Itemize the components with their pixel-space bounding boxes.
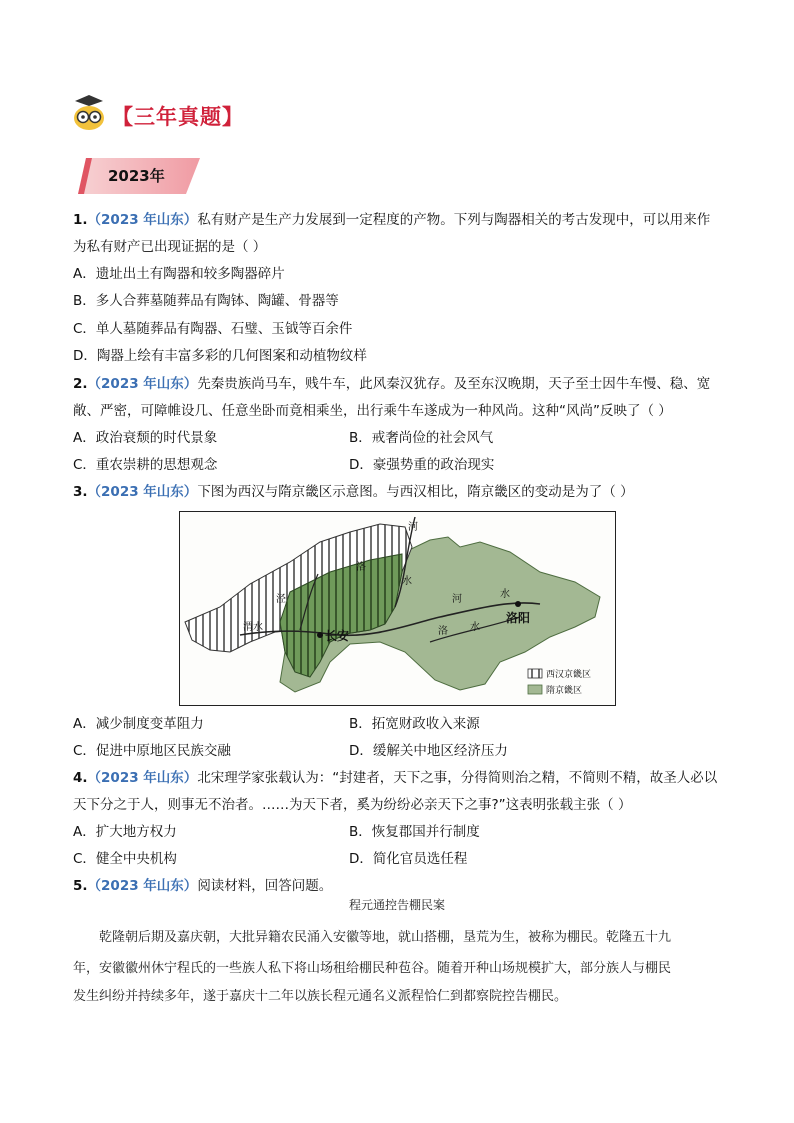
- q2-stem: 2.（2023 年山东）先秦贵族尚马车，贱牛车，此风秦汉犹存。及至东汉晚期，天子至士因牛车慢、稳、宽: [73, 376, 711, 392]
- q4-stem-cont: 天下分之于人，则事无不治者。……为天下者，奚为纷纷必亲天下之事?”这表明张载主张（ ）: [73, 797, 632, 813]
- q3-option-d: D．缓解关中地区经济压力: [349, 743, 508, 759]
- city-label-changan: 长安: [325, 629, 350, 643]
- q2-option-d: D．豪强势重的政治现实: [349, 457, 495, 473]
- page-title: 【三年真题】: [112, 105, 244, 129]
- river-label-shui-south: 水: [470, 622, 480, 633]
- river-label-shui: 水: [402, 576, 412, 587]
- river-label-luo-south: 洛: [438, 626, 448, 637]
- capital-region-map: [179, 511, 616, 706]
- q4-option-a: A．扩大地方权力: [73, 824, 177, 840]
- q2-option-b: B．戒奢尚俭的社会风气: [349, 430, 494, 446]
- q1-option-d: D．陶器上绘有丰富多彩的几何图案和动植物纹样: [73, 348, 367, 364]
- passage-line-2: 年，安徽徽州休宁程氏的一些族人私下将山场租给棚民种苞谷。随着开种山场规模扩大，部分族人与棚民: [73, 961, 672, 976]
- river-label-he-east: 河: [452, 594, 462, 605]
- q2-stem-cont: 敞、严密，可障帷设几、任意坐卧而竟相乘坐，出行乘牛车遂成为一种风尚。这种“风尚”反映了（ ）: [73, 403, 672, 419]
- owl-icon: [70, 94, 108, 132]
- q2-option-a: A．政治衰颓的时代景象: [73, 430, 218, 446]
- q3-option-a: A．减少制度变革阻力: [73, 716, 204, 732]
- q1-option-a: A．遗址出土有陶器和较多陶器碎片: [73, 266, 285, 282]
- legend-han: 西汉京畿区: [546, 670, 592, 680]
- q3-option-c: C．促进中原地区民族交融: [73, 743, 231, 759]
- river-label-jing: 泾: [276, 594, 286, 605]
- legend-sui: 隋京畿区: [546, 686, 583, 696]
- q1-option-c: C．单人墓随葬品有陶器、石璧、玉钺等百余件: [73, 321, 353, 337]
- passage-line-1: 乾隆朝后期及嘉庆朝，大批异籍农民涌入安徽等地，就山搭棚，垦荒为生，被称为棚民。乾隆五十九: [99, 930, 672, 945]
- q1-option-b: B．多人合葬墓随葬品有陶钵、陶罐、骨器等: [73, 293, 339, 309]
- q3-stem: 3.（2023 年山东）下图为西汉与隋京畿区示意图。与西汉相比，隋京畿区的变动是为了（ ）: [73, 484, 634, 500]
- river-label-he-north: 河: [408, 522, 418, 533]
- q4-option-b: B．恢复郡国并行制度: [349, 824, 480, 840]
- q2-option-c: C．重农崇耕的思想观念: [73, 457, 218, 473]
- passage-line-3: 发生纠纷并持续多年，遂于嘉庆十二年以族长程元通名义派程恰仁到都察院控告棚民。: [73, 989, 568, 1004]
- q1-stem-cont: 为私有财产已出现证据的是（ ）: [73, 239, 267, 255]
- q5-stem: 5.（2023 年山东）阅读材料，回答问题。: [73, 878, 333, 894]
- passage-title: 程元通控告棚民案: [348, 898, 445, 912]
- river-label-luo-north: 洛: [356, 562, 366, 573]
- q4-stem: 4.（2023 年山东）北宋理学家张载认为：“封建者，天下之事，分得简则治之精，不简则不精，故圣人必以: [73, 770, 718, 786]
- river-label-wei: 渭水: [243, 622, 263, 633]
- city-label-luoyang: 洛阳: [506, 611, 531, 625]
- q4-option-c: C．健全中央机构: [73, 851, 177, 867]
- river-label-shui-east: 水: [500, 589, 510, 600]
- q3-option-b: B．拓宽财政收入来源: [349, 716, 480, 732]
- q1-stem: 1.（2023 年山东）私有财产是生产力发展到一定程度的产物。下列与陶器相关的考古发现中，可以用来作: [73, 212, 711, 228]
- year-label: 2023年: [108, 167, 165, 185]
- q4-option-d: D．简化官员选任程: [349, 851, 468, 867]
